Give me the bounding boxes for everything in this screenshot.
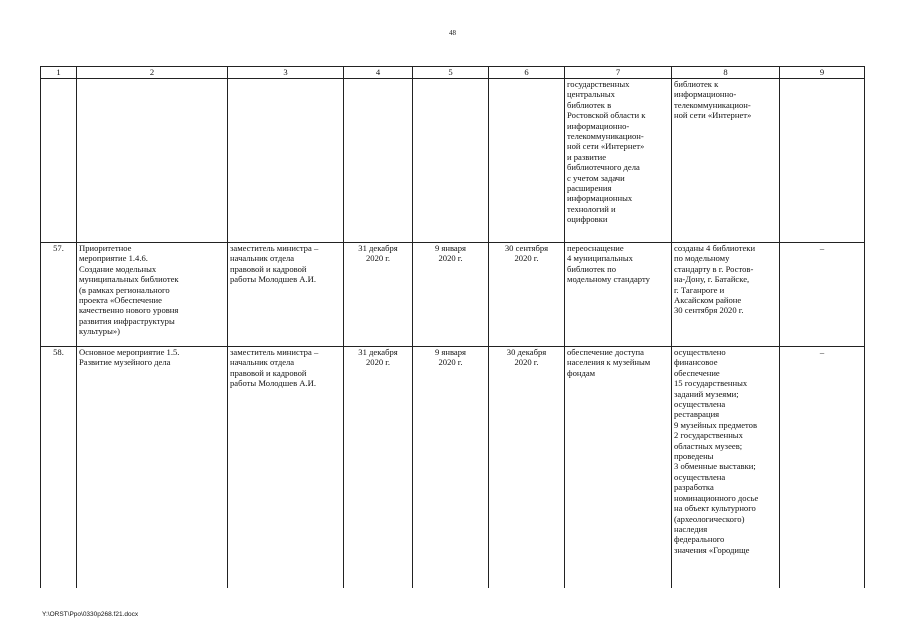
actual-end-date (489, 79, 565, 243)
planned-result: обеспечение доступа населения к музейным фондам (565, 347, 672, 589)
actual-result: осуществлено финансовое обеспечение 15 государственных заданий музеями; осуществлена реставрация 9 музейных предметов 2 государственных областных музеев; проведены 3 обменные выставки; осуществлена разработка номинационного досье на объект культурного (археологического) наследия федерального значения «Городище (672, 347, 780, 589)
column-header: 3 (228, 67, 344, 79)
column-header: 7 (565, 67, 672, 79)
planned-result: переоснащение 4 муниципальных библиотек по модельному стандарту (565, 243, 672, 347)
column-header: 2 (77, 67, 228, 79)
actual-end-date: 30 декабря 2020 г. (489, 347, 565, 589)
row-number: 57. (41, 243, 77, 347)
row-number: 58. (41, 347, 77, 589)
column-number-row (41, 67, 865, 79)
event-name: Приоритетное мероприятие 1.4.6. Создание модельных муниципальных библиотек (в рамках регионального проекта «Обеспечение качественно нового уровня развития инфраструктуры культуры») (77, 243, 228, 347)
row-number (41, 79, 77, 243)
column-header: 6 (489, 67, 565, 79)
actual-start-date (413, 79, 489, 243)
event-name (77, 79, 228, 243)
column-header: 9 (780, 67, 865, 79)
actual-result: созданы 4 библиотеки по модельному стандарту в г. Ростов- на-Дону, г. Батайске, г. Таганроге и Аксайском районе 30 сентября 2020 г. (672, 243, 780, 347)
column-header: 1 (41, 67, 77, 79)
responsible-person: заместитель министра – начальник отдела правовой и кадровой работы Молодшев А.И. (228, 243, 344, 347)
file-path-footer: Y:\ORST\Ppo\0330p268.f21.docx (42, 611, 139, 618)
actual-end-date: 30 сентября 2020 г. (489, 243, 565, 347)
column-header: 5 (413, 67, 489, 79)
planned-result: государственных центральных библиотек в Ростовской области к информационно- телекоммуникацион- ной сети «Интернет» и развитие библиотечного дела с учетом задачи расширения информационных технологий и оцифровки (565, 79, 672, 243)
problems-cell (780, 79, 865, 243)
table-row (41, 243, 865, 347)
actual-start-date: 9 января 2020 г. (413, 243, 489, 347)
column-header: 4 (344, 67, 413, 79)
actual-start-date: 9 января 2020 г. (413, 347, 489, 589)
event-name: Основное мероприятие 1.5. Развитие музейного дела (77, 347, 228, 589)
report-table (40, 66, 865, 588)
actual-result: библиотек к информационно- телекоммуникацион- ной сети «Интернет» (672, 79, 780, 243)
column-header: 8 (672, 67, 780, 79)
responsible-person: заместитель министра – начальник отдела правовой и кадровой работы Молодшев А.И. (228, 347, 344, 589)
responsible-person (228, 79, 344, 243)
planned-date: 31 декабря 2020 г. (344, 347, 413, 589)
planned-date: 31 декабря 2020 г. (344, 243, 413, 347)
page-number: 48 (449, 29, 456, 37)
table-row (41, 79, 865, 243)
planned-date (344, 79, 413, 243)
problems-cell: – (780, 243, 865, 347)
table-row (41, 347, 865, 589)
problems-cell: – (780, 347, 865, 589)
